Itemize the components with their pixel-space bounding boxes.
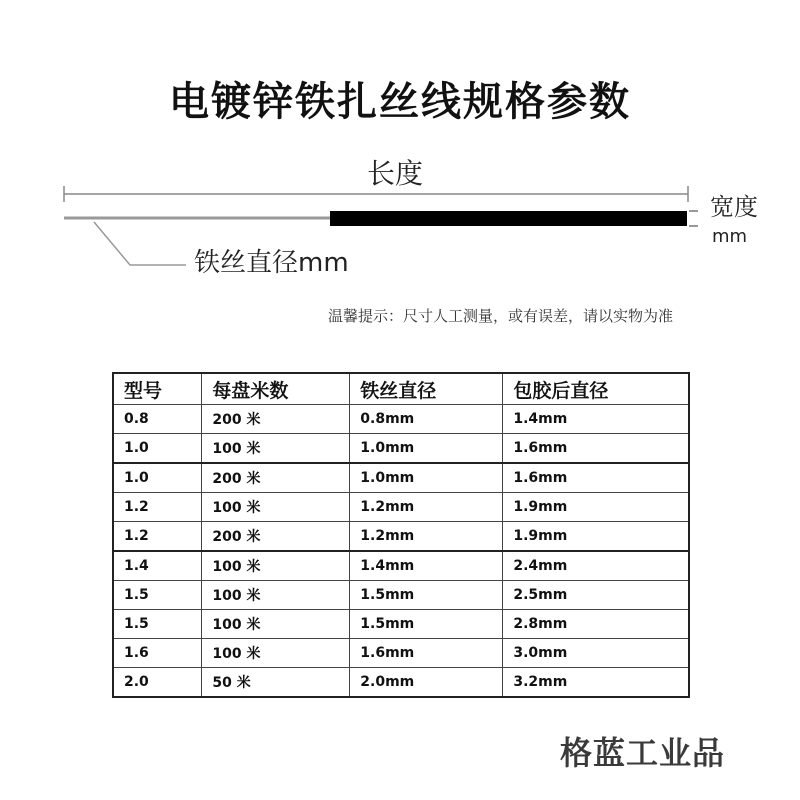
cell-coated-diameter: 2.5mm xyxy=(503,581,689,610)
cell-wire-diameter: 2.0mm xyxy=(350,668,503,698)
spec-table xyxy=(112,372,690,698)
cell-wire-diameter: 1.5mm xyxy=(350,581,503,610)
cell-coated-diameter: 3.2mm xyxy=(503,668,689,698)
cell-meters: 100 米 xyxy=(202,493,350,522)
cell-coated-diameter: 2.8mm xyxy=(503,610,689,639)
cell-coated-diameter: 2.4mm xyxy=(503,551,689,581)
cell-model: 1.6 xyxy=(113,639,202,668)
cell-wire-diameter: 1.4mm xyxy=(350,551,503,581)
cell-wire-diameter: 1.0mm xyxy=(350,434,503,464)
cell-model: 1.5 xyxy=(113,581,202,610)
coated-wire xyxy=(330,211,687,226)
cell-meters: 100 米 xyxy=(202,551,350,581)
cell-model: 0.8 xyxy=(113,405,202,434)
diameter-label: 铁丝直径mm xyxy=(194,248,349,278)
cell-coated-diameter: 1.6mm xyxy=(503,434,689,464)
table-row xyxy=(113,493,689,522)
diameter-leader-line xyxy=(94,222,186,265)
cell-wire-diameter: 1.2mm xyxy=(350,522,503,552)
cell-model: 1.5 xyxy=(113,610,202,639)
measurement-notice: 温馨提示：尺寸人工测量，或有误差，请以实物为准 xyxy=(328,307,674,325)
header-wire-diameter: 铁丝直径 xyxy=(350,373,503,405)
table-header-row xyxy=(113,373,689,405)
header-model: 型号 xyxy=(113,373,202,405)
cell-meters: 200 米 xyxy=(202,522,350,552)
cell-coated-diameter: 1.9mm xyxy=(503,522,689,552)
cell-model: 1.2 xyxy=(113,522,202,552)
cell-coated-diameter: 1.9mm xyxy=(503,493,689,522)
width-unit: mm xyxy=(712,226,748,247)
table-row xyxy=(113,551,689,581)
table-row xyxy=(113,463,689,493)
cell-meters: 200 米 xyxy=(202,463,350,493)
width-label: 宽度 xyxy=(710,193,758,221)
cell-model: 1.4 xyxy=(113,551,202,581)
table-row xyxy=(113,639,689,668)
cell-model: 2.0 xyxy=(113,668,202,698)
cell-model: 1.0 xyxy=(113,463,202,493)
table-row xyxy=(113,581,689,610)
cell-coated-diameter: 1.4mm xyxy=(503,405,689,434)
cell-coated-diameter: 1.6mm xyxy=(503,463,689,493)
header-meters-per-coil: 每盘米数 xyxy=(202,373,350,405)
cell-wire-diameter: 1.0mm xyxy=(350,463,503,493)
cell-meters: 100 米 xyxy=(202,610,350,639)
brand-watermark: 格蓝工业品 xyxy=(560,734,726,772)
cell-wire-diameter: 1.6mm xyxy=(350,639,503,668)
table-row xyxy=(113,610,689,639)
header-coated-diameter: 包胶后直径 xyxy=(503,373,689,405)
table-row xyxy=(113,434,689,464)
wire-dimension-diagram xyxy=(0,0,800,300)
cell-coated-diameter: 3.0mm xyxy=(503,639,689,668)
length-label: 长度 xyxy=(366,157,423,190)
cell-meters: 100 米 xyxy=(202,639,350,668)
cell-meters: 50 米 xyxy=(202,668,350,698)
cell-wire-diameter: 1.2mm xyxy=(350,493,503,522)
cell-meters: 200 米 xyxy=(202,405,350,434)
cell-wire-diameter: 0.8mm xyxy=(350,405,503,434)
table-row xyxy=(113,668,689,698)
cell-wire-diameter: 1.5mm xyxy=(350,610,503,639)
table-row xyxy=(113,522,689,552)
cell-model: 1.2 xyxy=(113,493,202,522)
page-title: 电镀锌铁扎丝线规格参数 xyxy=(169,79,631,125)
cell-meters: 100 米 xyxy=(202,581,350,610)
cell-meters: 100 米 xyxy=(202,434,350,464)
cell-model: 1.0 xyxy=(113,434,202,464)
table-row xyxy=(113,405,689,434)
